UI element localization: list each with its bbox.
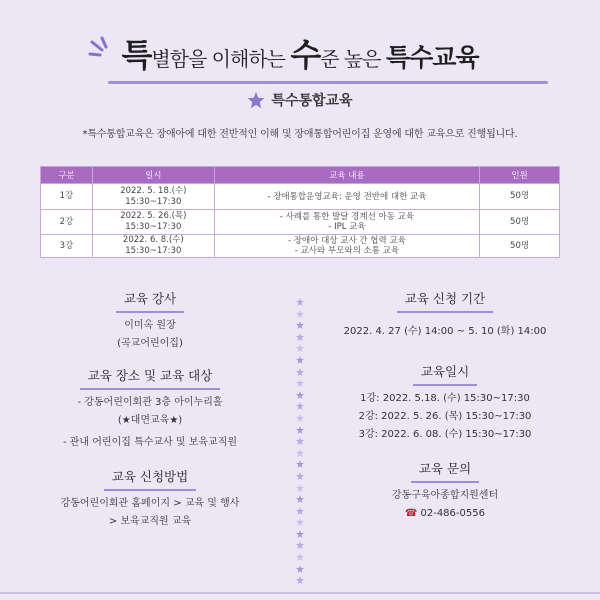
divider-star-icon bbox=[296, 576, 304, 584]
content-cell bbox=[214, 210, 479, 235]
lecture-cell: 2강 bbox=[41, 210, 93, 235]
date-text: 2022. 6. 8.(수) bbox=[122, 235, 184, 245]
content-line: - 교사와 부모와의 소통 교육 bbox=[294, 246, 400, 256]
title-part: 특 bbox=[121, 36, 152, 74]
content-line: - IPL 교육 bbox=[328, 222, 366, 232]
section-body bbox=[300, 390, 590, 444]
content-cell bbox=[214, 184, 479, 210]
apply-method-line: > 보육교직원 교육 bbox=[108, 516, 192, 527]
place-line: - 강동어린이회관 3층 아이누리홀 bbox=[77, 397, 223, 408]
time-text: 15:30~17:30 bbox=[125, 222, 182, 232]
bottom-divider bbox=[0, 592, 600, 594]
date-line: 3강: 2022. 6. 08. (수) 15:30~17:30 bbox=[358, 429, 532, 440]
lecture-cell: 3강 bbox=[41, 235, 93, 258]
divider-star-icon bbox=[296, 553, 304, 561]
subtitle-block bbox=[0, 90, 600, 113]
contact-section bbox=[300, 458, 590, 523]
section-heading: 교육 신청 기간 bbox=[397, 289, 493, 313]
count-cell: 50명 bbox=[480, 210, 560, 235]
instructor-section bbox=[10, 288, 290, 353]
section-heading: 교육 문의 bbox=[411, 459, 479, 483]
title-part: 준 높은 bbox=[320, 47, 386, 71]
content-line: - 장애아 대상 교사 간 협력 교육 bbox=[288, 236, 406, 246]
divider-star-icon bbox=[296, 565, 304, 573]
page-title bbox=[121, 30, 478, 76]
date-cell bbox=[92, 184, 214, 210]
title-part: 특수교육 bbox=[385, 43, 479, 72]
table-row bbox=[41, 235, 560, 258]
date-cell bbox=[92, 210, 214, 235]
date-text: 2022. 5. 18.(수) bbox=[120, 185, 187, 196]
place-section bbox=[10, 365, 290, 452]
content-cell bbox=[214, 235, 479, 258]
section-heading: 교육일시 bbox=[413, 362, 477, 386]
section-body bbox=[10, 394, 290, 452]
time-text: 15:30~17:30 bbox=[125, 196, 182, 207]
table-row bbox=[41, 184, 560, 210]
left-column bbox=[10, 288, 290, 531]
col-header: 인원 bbox=[480, 167, 560, 184]
title-part: 수 bbox=[290, 36, 321, 74]
contact-org: 강동구육아종합지원센터 bbox=[391, 490, 499, 501]
section-body bbox=[300, 323, 590, 341]
subtitle-text: 특수통합교육 bbox=[271, 93, 353, 109]
apply-period-line: 2022. 4. 27 (수) 14:00 ~ 5. 10 (화) 14:00 bbox=[343, 326, 547, 337]
section-body bbox=[300, 487, 590, 523]
content-line: - 장애통합운영교육: 운영 전반에 대한 교육 bbox=[267, 191, 427, 202]
section-heading: 교육 신청방법 bbox=[104, 467, 196, 491]
section-heading: 교육 장소 및 교육 대상 bbox=[80, 366, 221, 390]
count-cell: 50명 bbox=[480, 184, 560, 210]
apply-method-line: 강동어린이회관 홈페이지 > 교육 및 행사 bbox=[60, 498, 240, 509]
count-cell: 50명 bbox=[480, 235, 560, 258]
divider-star-icon bbox=[296, 530, 304, 538]
divider-star-icon bbox=[296, 541, 304, 549]
col-header: 교육 내용 bbox=[214, 167, 479, 184]
place-line: (★대면교육★) bbox=[117, 415, 183, 426]
table-row bbox=[41, 210, 560, 235]
apply-method-section bbox=[10, 466, 290, 531]
section-body bbox=[10, 317, 290, 353]
date-text: 2022. 5. 26.(목) bbox=[120, 211, 187, 221]
schedule-table bbox=[40, 166, 560, 258]
date-line: 2강: 2022. 5. 26. (목) 15:30~17:30 bbox=[358, 411, 532, 422]
content-line: - 사례를 통한 발달 경계선 아동 교육 bbox=[279, 212, 415, 222]
time-text: 15:30~17:30 bbox=[125, 246, 182, 256]
col-header: 일시 bbox=[92, 167, 214, 184]
target-line: - 관내 어린이집 특수교사 및 보육교직원 bbox=[62, 437, 238, 448]
section-body bbox=[10, 495, 290, 531]
phone-icon: ☎ bbox=[405, 508, 418, 519]
title-part: 별함을 이해하는 bbox=[151, 47, 291, 71]
apply-period-section bbox=[300, 288, 590, 341]
lecture-cell: 1강 bbox=[41, 184, 93, 210]
table-header-row bbox=[41, 167, 560, 184]
star-icon bbox=[247, 91, 265, 109]
description: *특수통합교육은 장애아에 대한 전반적인 이해 및 장애통합어린이집 운영에 대한 교육으로 진행됩니다. bbox=[82, 129, 518, 140]
contact-phone: 02-486-0556 bbox=[420, 508, 485, 519]
section-heading: 교육 강사 bbox=[116, 289, 184, 313]
instructor-name: 이미옥 원장 bbox=[124, 320, 176, 331]
dates-section bbox=[300, 361, 590, 444]
right-column bbox=[300, 288, 590, 523]
date-cell bbox=[92, 235, 214, 258]
title-block bbox=[0, 30, 600, 76]
title-underline bbox=[108, 81, 548, 84]
instructor-org: (곡교어린이집) bbox=[117, 338, 183, 349]
subtitle bbox=[247, 90, 352, 110]
date-line: 1강: 2022. 5.18. (수) 15:30~17:30 bbox=[360, 393, 530, 404]
col-header: 구분 bbox=[41, 167, 93, 184]
contact-phone-row bbox=[300, 505, 590, 523]
